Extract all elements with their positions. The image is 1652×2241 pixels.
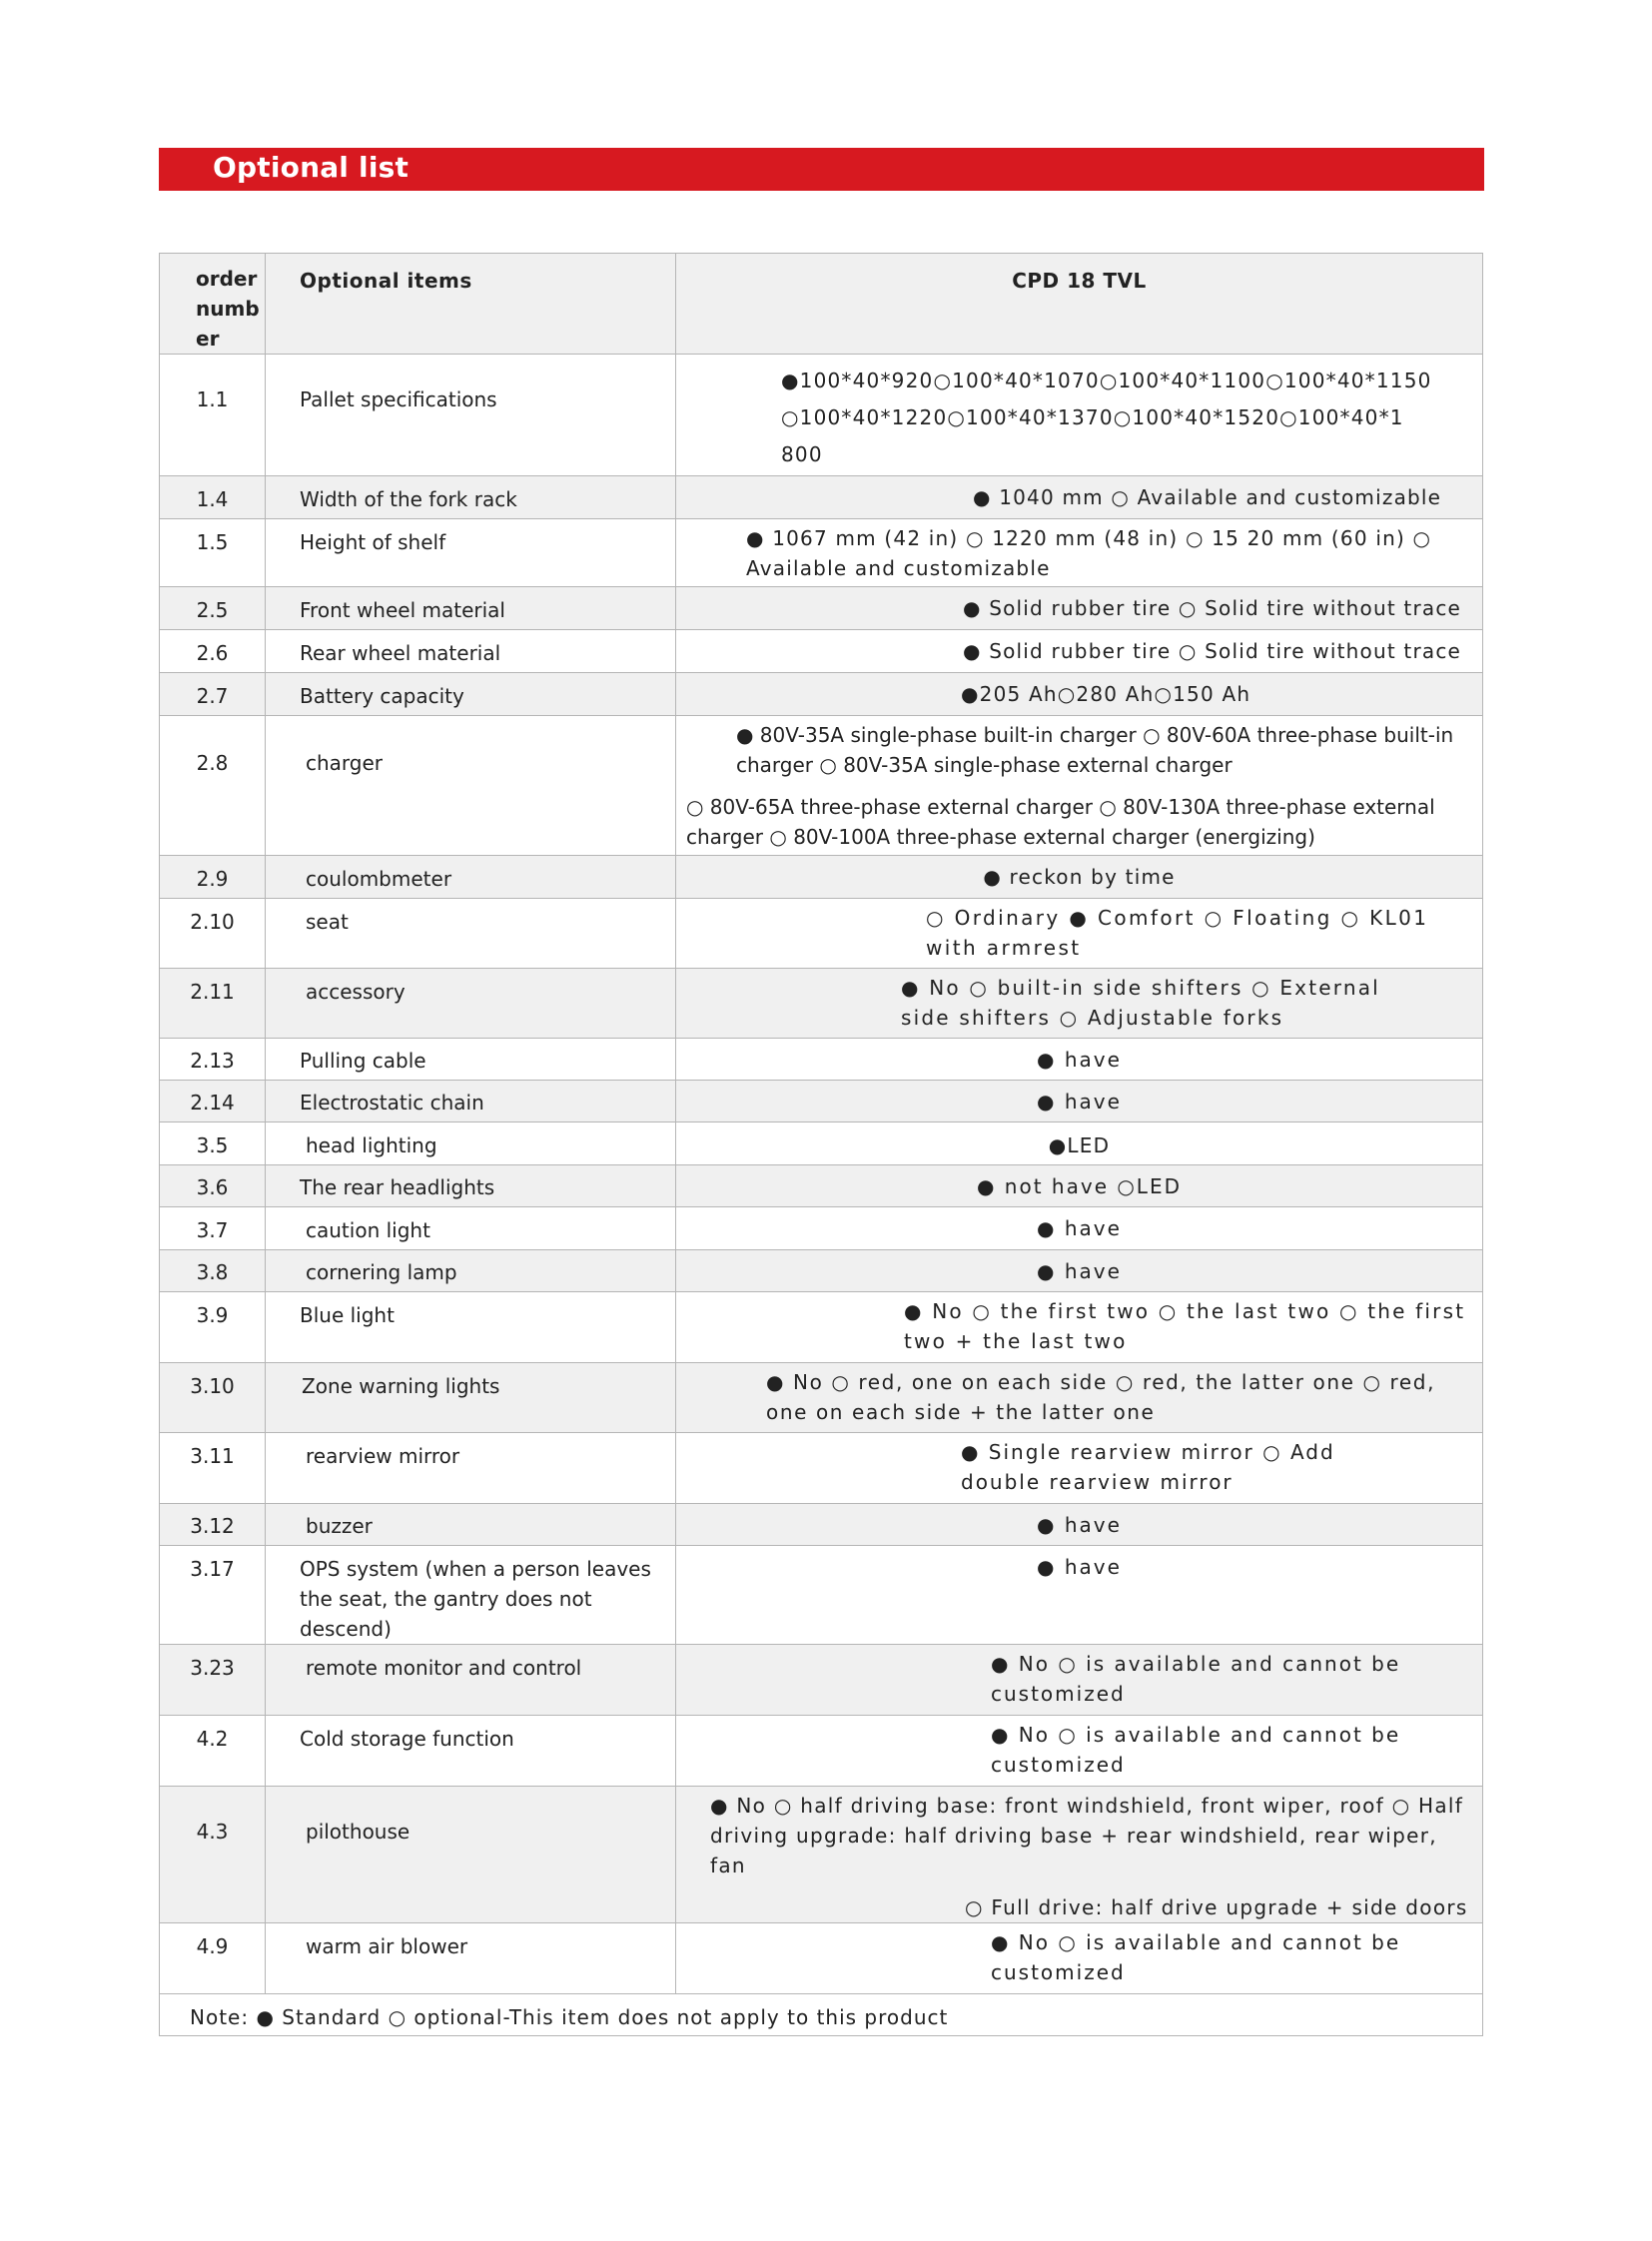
row-value-line: ● 80V-35A single-phase built-in charger ○ 80V-60A three-phase built-in charger ○ 80V-35A single-phase external charger [736,723,1454,777]
table-row [160,1645,1483,1716]
row-number: 3.7 [160,1207,266,1250]
table-note: Note: ● Standard ○ optional-This item does not apply to this product [160,1994,1483,2036]
row-item: coulombmeter [266,856,676,899]
header-model: CPD 18 TVL [676,254,1483,355]
table-row [160,1039,1483,1081]
row-value: ● No ○ built-in side shifters ○ External side shifters ○ Adjustable forks [676,969,1483,1039]
table-row [160,1081,1483,1122]
row-item: pilothouse [266,1787,676,1923]
table-row [160,716,1483,856]
row-number: 2.8 [160,716,266,856]
row-number: 2.11 [160,969,266,1039]
row-value: ●205 Ah○280 Ah○150 Ah [676,673,1483,716]
row-number: 2.10 [160,899,266,969]
row-value: ○ Ordinary ● Comfort ○ Floating ○ KL01 with armrest [676,899,1483,969]
row-number: 3.23 [160,1645,266,1716]
row-item: The rear headlights [266,1165,676,1207]
row-item: Height of shelf [266,519,676,587]
row-value: ● have [676,1207,1483,1250]
table-row [160,969,1483,1039]
row-number: 3.12 [160,1504,266,1546]
row-number: 1.4 [160,476,266,519]
table-row [160,1363,1483,1433]
row-number: 3.10 [160,1363,266,1433]
row-value: ● No ○ is available and cannot be customized [676,1923,1483,1994]
row-value: ● have [676,1546,1483,1645]
row-value: ● have [676,1039,1483,1081]
row-value: ● No ○ red, one on each side ○ red, the latter one ○ red, one on each side + the latter one [676,1363,1483,1433]
table-row [160,630,1483,673]
row-item: buzzer [266,1504,676,1546]
row-value: ●100*40*920○100*40*1070○100*40*1100○100*40*1150 ○100*40*1220○100*40*1370○100*40*1520○100*40*1 800 [676,355,1483,476]
row-value: ● Single rearview mirror ○ Add double rearview mirror [676,1433,1483,1504]
table-row [160,856,1483,899]
row-value: ● Solid rubber tire ○ Solid tire without trace [676,587,1483,630]
row-value-line-2: ○ 80V-65A three-phase external charger ○ 80V-130A three-phase external charger ○ 80V-100A three-phase external charger (energizing) [686,795,1435,849]
row-number: 2.14 [160,1081,266,1122]
row-value: ● reckon by time [676,856,1483,899]
row-number: 1.1 [160,355,266,476]
row-value-line: ● No ○ half driving base: front windshield, front wiper, roof ○ Half driving upgrade: half driving base + rear windshield, rear wiper, fan [710,1794,1464,1877]
row-number: 2.9 [160,856,266,899]
section-banner [159,148,1484,191]
section-title: Optional list [213,151,410,184]
table-row [160,1433,1483,1504]
table-row [160,1292,1483,1363]
row-item: Blue light [266,1292,676,1363]
table-row [160,673,1483,716]
row-item: Width of the fork rack [266,476,676,519]
row-number: 3.5 [160,1122,266,1165]
row-item: accessory [266,969,676,1039]
row-number: 2.13 [160,1039,266,1081]
row-item: warm air blower [266,1923,676,1994]
row-value: ● 1040 mm ○ Available and customizable [676,476,1483,519]
table-row [160,1546,1483,1645]
row-item: remote monitor and control [266,1645,676,1716]
row-item: cornering lamp [266,1250,676,1292]
row-item: Zone warning lights [266,1363,676,1433]
row-number: 3.8 [160,1250,266,1292]
table-row [160,1165,1483,1207]
row-value: ● No ○ is available and cannot be customized [676,1716,1483,1787]
row-value: ● have [676,1250,1483,1292]
row-item: Battery capacity [266,673,676,716]
row-value: ● No ○ is available and cannot be customized [676,1645,1483,1716]
optional-list-table [159,253,1483,2036]
row-value: ● have [676,1504,1483,1546]
table-header-row [160,254,1483,355]
row-value: ● have [676,1081,1483,1122]
row-number: 3.9 [160,1292,266,1363]
row-number: 3.11 [160,1433,266,1504]
row-number: 4.2 [160,1716,266,1787]
table-row [160,1787,1483,1923]
row-item: Pallet specifications [266,355,676,476]
row-value-line-2: ○ Full drive: half drive upgrade + side doors [965,1895,1468,1919]
row-item: Electrostatic chain [266,1081,676,1122]
row-number: 1.5 [160,519,266,587]
row-value [676,1787,1483,1923]
row-number: 2.5 [160,587,266,630]
table-row [160,1923,1483,1994]
row-item: Cold storage function [266,1716,676,1787]
row-number: 3.17 [160,1546,266,1645]
row-number: 2.7 [160,673,266,716]
row-value: ● not have ○LED [676,1165,1483,1207]
table-row [160,899,1483,969]
row-item: seat [266,899,676,969]
row-item: Front wheel material [266,587,676,630]
row-item: caution light [266,1207,676,1250]
row-item: charger [266,716,676,856]
table-row [160,1716,1483,1787]
row-number: 3.6 [160,1165,266,1207]
row-number: 4.9 [160,1923,266,1994]
table-note-row [160,1994,1483,2036]
row-value: ● 1067 mm (42 in) ○ 1220 mm (48 in) ○ 15 20 mm (60 in) ○ Available and customizable [676,519,1483,587]
table-row [160,1207,1483,1250]
row-item: head lighting [266,1122,676,1165]
row-item: OPS system (when a person leaves the seat, the gantry does not descend) [266,1546,676,1645]
header-order-number: order numb er [160,254,266,355]
table-row [160,1504,1483,1546]
table-row [160,355,1483,476]
table-row [160,1250,1483,1292]
row-value [676,716,1483,856]
table-row [160,587,1483,630]
table-row [160,1122,1483,1165]
row-value: ● Solid rubber tire ○ Solid tire without trace [676,630,1483,673]
row-item: Pulling cable [266,1039,676,1081]
table-row [160,519,1483,587]
header-optional-items: Optional items [266,254,676,355]
table-row [160,476,1483,519]
row-item: rearview mirror [266,1433,676,1504]
row-number: 4.3 [160,1787,266,1923]
row-number: 2.6 [160,630,266,673]
row-item: Rear wheel material [266,630,676,673]
row-value: ● No ○ the first two ○ the last two ○ the first two + the last two [676,1292,1483,1363]
row-value: ●LED [676,1122,1483,1165]
